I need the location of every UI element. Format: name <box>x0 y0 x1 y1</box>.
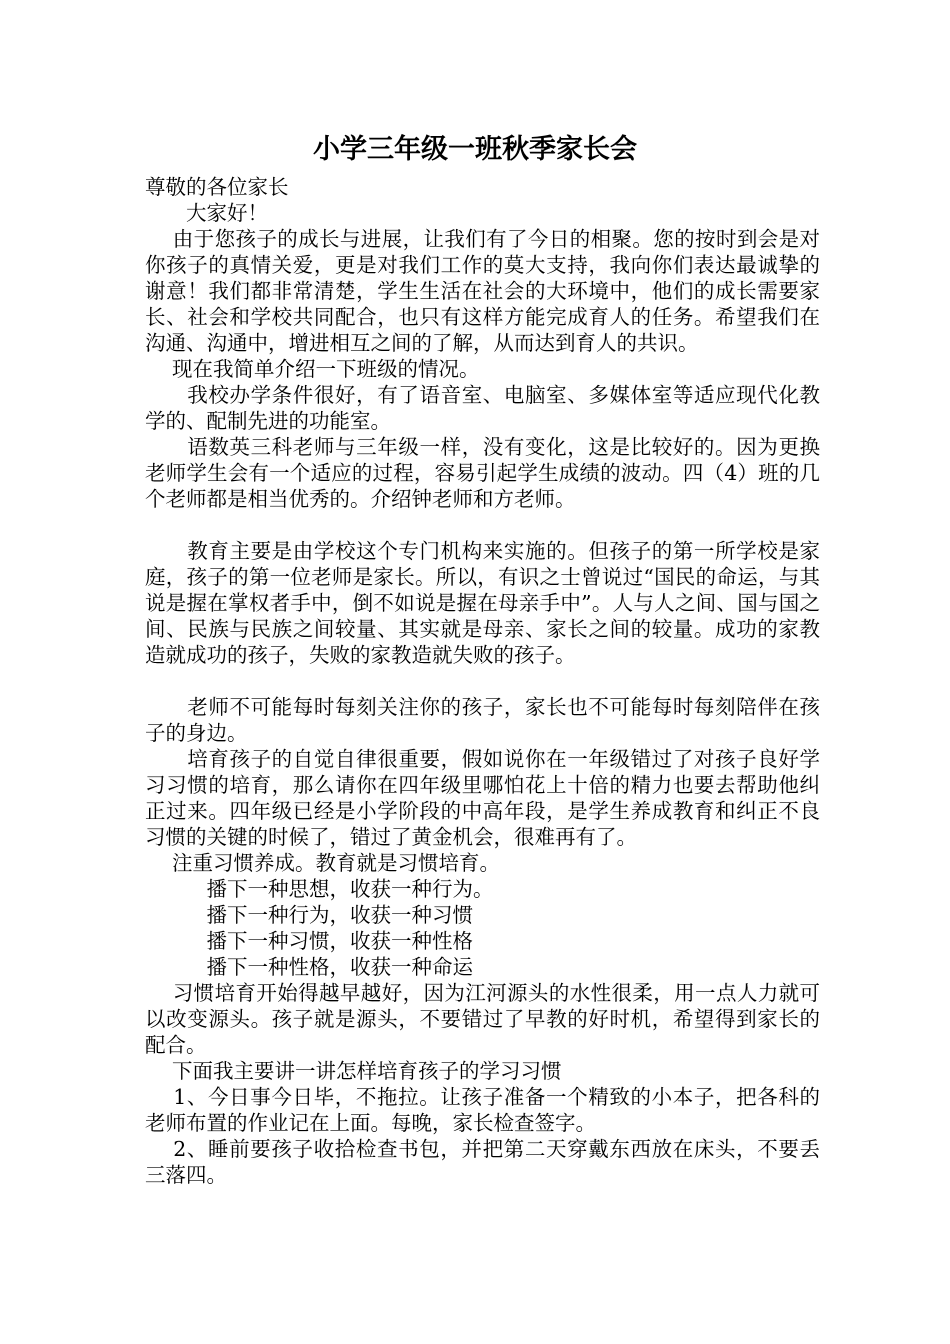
paragraph: 现在我简单介绍一下班级的情况。 <box>145 357 480 381</box>
paragraph: 注重习惯养成。教育就是习惯培育。 <box>145 851 501 875</box>
blank-line <box>145 512 820 538</box>
saying-line: 播下一种思想，收获一种行为。 <box>145 877 494 901</box>
paragraph: 培育孩子的自觉自律很重要，假如说你在一年级错过了对孩子良好学习习惯的培育，那么请你在四年级里哪怕花上十倍的精力也要去帮助他纠正过来。四年级已经是小学阶段的中高年段，是学生养成教育和纠正不良习惯的关键的时候了，错过了黄金机会，很难再有了。 <box>145 747 820 849</box>
paragraph: 老师不可能每时每刻关注你的孩子，家长也不可能每时每刻陪伴在孩子的身边。 <box>145 695 820 745</box>
paragraph: 教育主要是由学校这个专门机构来实施的。但孩子的第一所学校是家庭，孩子的第一位老师是家长。所以，有识之士曾说过“国民的命运，与其说是握在掌权者手中，倒不如说是握在母亲手中”。人与人之间、国与国之间、民族与民族之间较量、其实就是母亲、家长之间的较量。成功的家教造就成功的孩子，失败的家教造就失败的孩子。 <box>145 539 820 667</box>
document-body <box>145 174 820 1188</box>
document-title: 小学三年级一班秋季家长会 <box>313 134 637 165</box>
list-item: 1、今日事今日毕，不拖拉。让孩子准备一个精致的小本子，把各科的老师布置的作业记在上面。每晚，家长检查签字。 <box>145 1085 820 1135</box>
paragraph: 下面我主要讲一讲怎样培育孩子的学习习惯 <box>145 1059 562 1083</box>
paragraph: 语数英三科老师与三年级一样，没有变化，这是比较好的。因为更换老师学生会有一个适应的过程，容易引起学生成绩的波动。四（4）班的几个老师都是相当优秀的。介绍钟老师和方老师。 <box>145 435 820 511</box>
paragraph: 我校办学条件很好，有了语音室、电脑室、多媒体室等适应现代化教学的、配制先进的功能室。 <box>145 383 820 433</box>
paragraph-salutation: 尊敬的各位家长 <box>145 175 289 199</box>
saying-line: 播下一种习惯，收获一种性格 <box>145 929 473 953</box>
saying-line: 播下一种性格，收获一种命运 <box>145 955 473 979</box>
list-item: 2、睡前要孩子收拾检查书包，并把第二天穿戴东西放在床头，不要丢三落四。 <box>145 1137 820 1187</box>
blank-line <box>145 668 820 694</box>
saying-line: 播下一种行为，收获一种习惯 <box>145 903 473 927</box>
paragraph: 由于您孩子的成长与进展，让我们有了今日的相聚。您的按时到会是对你孩子的真情关爱，更是对我们工作的莫大支持，我向你们表达最诚挚的谢意！我们都非常清楚，学生生活在社会的大环境中，他们的成长需要家长、社会和学校共同配合，也只有这样方能完成育人的任务。希望我们在沟通、沟通中，增进相互之间的了解，从而达到育人的共识。 <box>145 227 820 355</box>
paragraph-greeting: 大家好！ <box>145 201 268 225</box>
paragraph: 习惯培育开始得越早越好，因为江河源头的水性很柔，用一点人力就可以改变源头。孩子就是源头，不要错过了早教的好时机，希望得到家长的配合。 <box>145 981 820 1057</box>
